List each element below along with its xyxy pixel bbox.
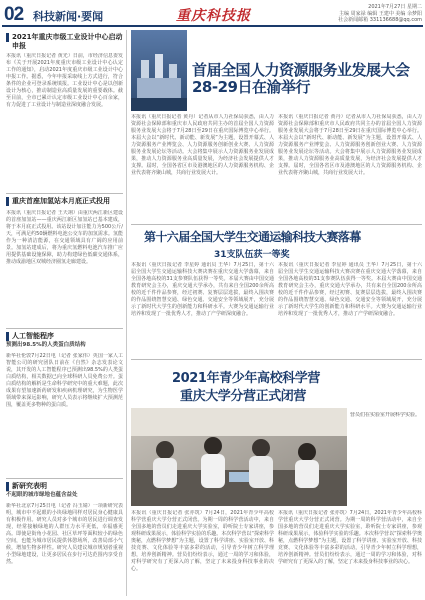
conference-photo — [131, 30, 187, 111]
issue-date: 2021年7月27日 星期二 — [368, 4, 422, 10]
column-divider — [126, 30, 127, 596]
photo-caption: 营员们在实验室开展科学实验。 — [350, 412, 421, 418]
photo-caption-box — [350, 408, 422, 506]
headline-science-camp-line2[interactable]: 重庆大学分营正式闭营 — [180, 389, 307, 404]
article-marker — [6, 482, 9, 491]
article-marker — [6, 332, 9, 341]
header-rule — [2, 25, 423, 27]
sidebar-article1-title[interactable]: 2021年重庆市级工业设计中心启动申报 — [12, 33, 123, 50]
section-title: 科技新闻·要闻 — [33, 10, 104, 23]
headline-transport-contest[interactable]: 第十六届全国大学生交通运输科技大赛落幕 — [144, 230, 361, 244]
sidebar-article4-title[interactable]: 新研究表明 — [12, 482, 47, 490]
sidebar-article4-subtitle: 不起眼的城市绿地也蕴含益处 — [6, 492, 78, 498]
sidebar-article2-title[interactable]: 重庆首座加氢站本月底正式投用 — [12, 197, 110, 205]
issue-info — [276, 4, 422, 24]
article1-body-col2: 本报讯（重庆日报记者 黄丹）记者从市人力社保局获悉，由人力资源社会保障部和重庆市人民政府共同主办的首届全国人力资源服务业发展大会将于7月28日至29日在重庆国际博览中心举行。本届大会以“新时代、新动能、新发展”为主题，设置开幕式、人力资源服务产业博览会、人力资源服务创新创业大赛、人力资源服务业发展论坛等活动。大会将集中展示人力资源服务业发展成果，推动人力资源服务业高质量发展，为经济社会发展提供人才支撑。届时，全国各省区市及港澳地区的人力资源服务机构、企业代表将齐聚山城，共商行业发展大计。 — [278, 114, 422, 176]
sidebar-article2-body: 本报讯（重庆日报记者 王天翊）由重庆两江新区建设的首座加氢站——重庆两江新区加氢站已基本建成，将于本月底正式投用。该站设计加注能力为500公斤/天，可满足约50辆燃料电池公交车的加氢需求。氢能作为一种清洁能源，在交通领域具有广阔的应用前景。加氢站建成后，将为重庆氢燃料电池汽车推广应用提供基础设施保障，助力构建绿色低碳交通体系，推动成渝地区双城经济圈氢走廊建设。 — [6, 210, 123, 265]
headline-transport-contest-sub: 31支队伍获一等奖 — [214, 250, 290, 260]
divider — [131, 224, 422, 225]
article1-body-col1: 本报讯（重庆日报记者 黄丹）记者从市人力社保局获悉，由人力资源社会保障部和重庆市人民政府共同主办的首届全国人力资源服务业发展大会将于7月28日至29日在重庆国际博览中心举行。本届大会以“新时代、新动能、新发展”为主题，设置开幕式、人力资源服务产业博览会、人力资源服务创新创业大赛、人力资源服务业发展论坛等活动。大会将集中展示人力资源服务业发展成果，推动人力资源服务业高质量发展，为经济社会发展提供人才支撑。届时，全国各省区市及港澳地区的人力资源服务机构、企业代表将齐聚山城，共商行业发展大计。 — [131, 114, 274, 176]
article3-body-col1: 本报讯（重庆日报记者 张亦筑）7月24日，2021年青少年高校科学营重庆大学分营正式闭营。为期一周的科学营活动中，来自全国多地的营员们走进重庆大学实验室，聆听院士专家讲座，参观科研成果展示，体验科学实验的乐趣。本次科学营以“探索科学奥秘，点燃科学梦想”为主题，设置了科学讲座、实验室开放、科技竞赛、文化体验等丰富多彩的活动，引导青少年树立科学理想，培养创新精神。营员们纷纷表示，通过一周的学习和体验，对科学研究有了更深入的了解，坚定了未来投身科技事业的决心。 — [131, 510, 274, 572]
divider — [6, 478, 123, 479]
sidebar-article1-body: 本报讯（重庆日报记者 黄光）日前，市经济信息委发布《关于开展2021年度重庆市级工业设计中心认定工作的通知》，启动2021年度重庆市级工业设计中心申报工作。据悉，今年申报采取线上方式进行，符合条件的企业可登录系统填报。工业设计中心是以创新设计为核心，推动制造业高质量发展的重要载体。截至目前，全市已累计认定市级工业设计中心百余家，有力促进了工业设计与制造业深度融合发展。 — [6, 53, 123, 108]
headline-hr-conference[interactable]: 首届全国人力资源服务业发展大会28-29日在渝举行 — [192, 61, 410, 96]
sidebar-article3-title[interactable]: 人工智能程序 — [12, 332, 54, 340]
article3-body-col2: 本报讯（重庆日报记者 张亦筑）7月24日，2021年青少年高校科学营重庆大学分营正式闭营。为期一周的科学营活动中，来自全国多地的营员们走进重庆大学实验室，聆听院士专家讲座，参观科研成果展示，体验科学实验的乐趣。本次科学营以“探索科学奥秘，点燃科学梦想”为主题，设置了科学讲座、实验室开放、科技竞赛、文化体验等丰富多彩的活动，引导青少年树立科学理想，培养创新精神。营员们纷纷表示，通过一周的学习和体验，对科学研究有了更深入的了解，坚定了未来投身科技事业的决心。 — [278, 510, 422, 565]
science-camp-photo — [131, 408, 347, 506]
divider — [6, 193, 123, 194]
article2-body-col2: 本报讯（重庆日报记者 李星婷 通讯员 王华）7月25日，第十六届全国大学生交通运输科技大赛决赛在重庆交通大学落幕，来自全国各地高校的31支参赛队伍获得一等奖。本届大赛由中国交通教育研究会主办，重庆交通大学承办，共有来自全国200余所高校的近千件作品参赛，经过初赛、复赛层层选拔，最终入围决赛的作品围绕智慧交通、绿色交通、交通安全等领域展开，充分展示了新时代大学生的创新能力和科研水平。大赛为交通运输行业培养和发现了一批优秀人才，推动了产学研深度融合。 — [278, 262, 422, 317]
masthead-logo: 重庆科技报 — [176, 8, 251, 24]
divider — [131, 359, 422, 360]
issue-email: 社会新闻邮箱 331136688@qq.com — [338, 17, 422, 23]
article-marker — [6, 33, 9, 42]
headline-science-camp-line1[interactable]: 2021年青少年高校科学营 — [172, 371, 320, 386]
page-number: 02 — [4, 4, 24, 25]
article-marker — [6, 197, 9, 206]
sidebar-article3-body: 新华社伦敦7月22日电（记者 张家伟）英国一家人工智能公司的研究团队日前在《自然》杂志发表论文说，其开发的人工智能程序已预测出98.5%的人类蛋白质结构，相关数据已向全球科研人员免费公开。蛋白质结构的解析是生命科学研究中的重大难题，此次成果有望加速新药研发和疾病机理研究，为生物医学领域带来深远影响，研究人员表示将继续扩大预测范围，覆盖更多物种的蛋白质。 — [6, 353, 123, 408]
sidebar-article4-body: 新华社北京7月25日电（记者 冯玉婧）一项新研究表明，城市中不起眼的小块绿地同样对居民身心健康具有积极作用。研究人员对多个城市的居民进行调查发现，经常接触绿地的人群压力水平更低，幸福感更高。即使是街角小花园、社区草坪等面积较小的绿色空间，也能为城市居民提供休憩场所，改善局部小气候，增加生物多样性。研究人员建议城市规划者重视小型绿地建设，让更多居民在步行可达范围内享受自然。 — [6, 503, 123, 565]
divider — [6, 328, 123, 329]
issue-editors: 主编 周家禄 编辑 王建中 美编 余梦阳 — [339, 10, 422, 17]
sidebar-article3-subtitle: 预测出98.5%的人类蛋白质结构 — [6, 342, 86, 348]
article2-body-col1: 本报讯（重庆日报记者 李星婷 通讯员 王华）7月25日，第十六届全国大学生交通运输科技大赛决赛在重庆交通大学落幕，来自全国各地高校的31支参赛队伍获得一等奖。本届大赛由中国交通教育研究会主办，重庆交通大学承办，共有来自全国200余所高校的近千件作品参赛，经过初赛、复赛层层选拔，最终入围决赛的作品围绕智慧交通、绿色交通、交通安全等领域展开，充分展示了新时代大学生的创新能力和科研水平。大赛为交通运输行业培养和发现了一批优秀人才，推动了产学研深度融合。 — [131, 262, 274, 317]
